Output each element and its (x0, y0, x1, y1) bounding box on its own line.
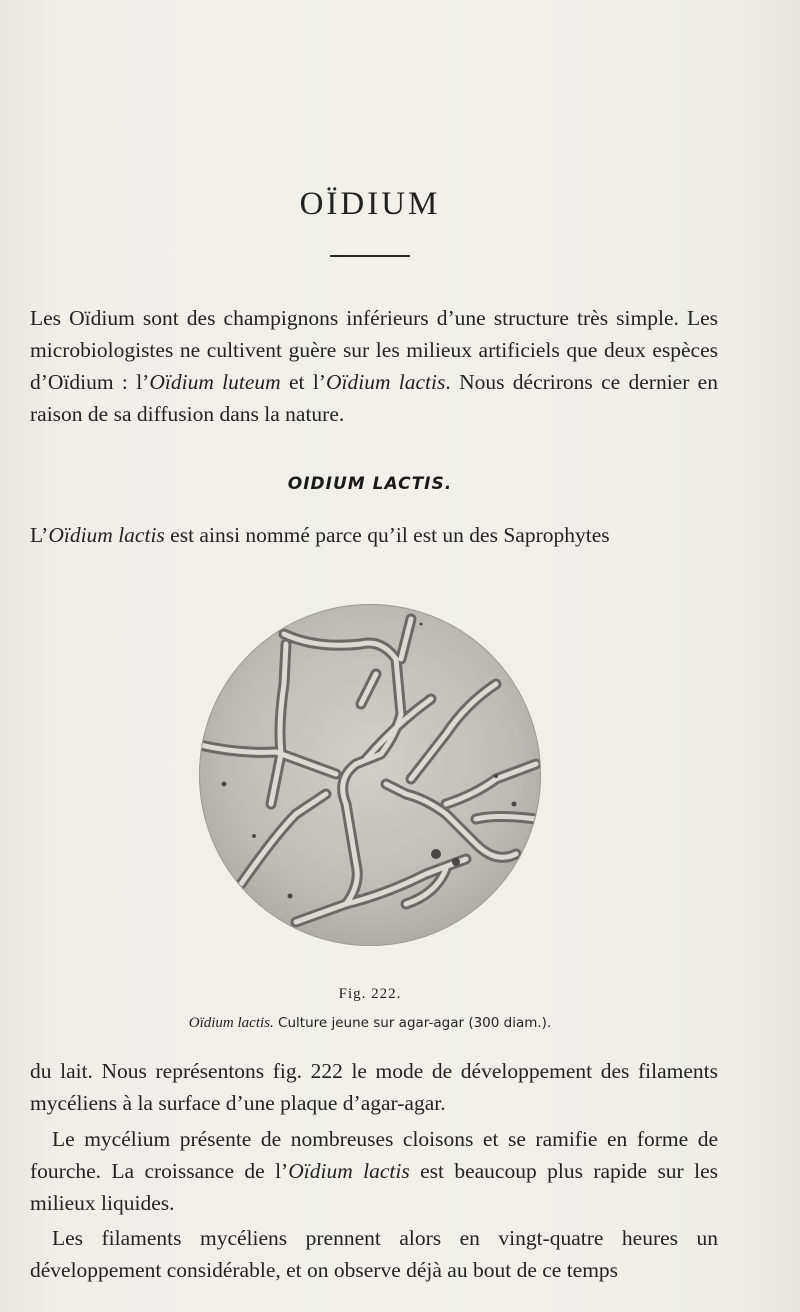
figure-number: Fig. 222. (338, 986, 402, 1002)
section-heading: OIDIUM LACTIS. (287, 474, 453, 494)
section-first-line (30, 519, 718, 551)
figure-caption-text: Culture jeune sur agar-agar (300 diam.). (273, 1015, 552, 1031)
mycelium-species: Oïdium lactis (288, 1159, 410, 1183)
intro-text-2: et l’ (280, 370, 326, 394)
mycelium-text-2: est beaucoup plus rapide sur les milieux liquides. (30, 1159, 718, 1215)
continuation-paragraph: du lait. Nous représentons fig. 222 le mode de développement des filaments mycéliens à la surface d’une plaque d’agar-agar. (30, 1059, 718, 1115)
intro-paragraph (30, 302, 718, 430)
micrograph-figure (196, 604, 544, 946)
intro-species-luteum: Oïdium luteum (149, 370, 281, 394)
mycelium-text-1: Le mycélium présente de nombreuses cloisons et se ramifie en forme de fourche. La croissance de l’ (30, 1127, 718, 1183)
section-text-2: est ainsi nommé parce qu’il est un des Saprophytes (164, 523, 610, 547)
figure-caption-species: Oïdium lactis. (188, 1015, 274, 1031)
intro-text-1: Les Oïdium sont des champignons inférieurs d’une structure très simple. Les microbiologistes ne cultivent guère sur les milieux artificiels que deux espèces d’Oïdium : l’ (30, 306, 718, 394)
section-text-1: L’ (30, 523, 49, 547)
intro-species-lactis: Oïdium lactis (325, 370, 446, 394)
intro-text-3: . Nous décrirons ce dernier en raison de sa diffusion dans la nature. (30, 370, 718, 426)
title-rule (330, 255, 410, 257)
filaments-paragraph: Les filaments mycéliens prennent alors en vingt-quatre heures un développement considérable, et on observe déjà au bout de ce temps (30, 1226, 718, 1282)
mycelium-paragraph (30, 1123, 718, 1219)
section-species: Oïdium lactis (48, 523, 165, 547)
figure-caption (0, 1015, 740, 1032)
page-title: OÏDIUM (299, 186, 441, 222)
